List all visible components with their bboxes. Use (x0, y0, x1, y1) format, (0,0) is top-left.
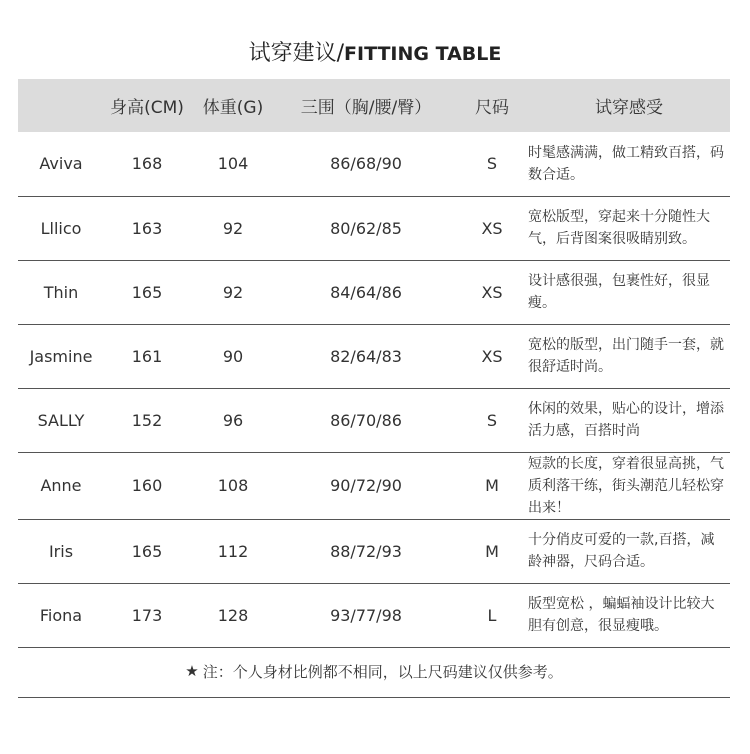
cell-name: Anne (40, 476, 82, 495)
cell-weight: 90 (222, 346, 244, 366)
title-en: FITTING TABLE (344, 43, 502, 65)
cell-size: S (486, 410, 498, 430)
table-row (18, 519, 730, 583)
cell-name: Fiona (39, 605, 83, 625)
cell-height: 165 (131, 541, 163, 561)
cell-name: Thin (43, 282, 79, 302)
header-feel: 试穿感受 (595, 98, 663, 118)
cell-measurements: 88/72/93 (330, 541, 402, 561)
cell-weight: 104 (217, 154, 249, 174)
cell-size: L (487, 605, 497, 625)
cell-size: M (485, 541, 499, 561)
header-size: 尺码 (475, 98, 509, 118)
header-weight: 体重(G) (202, 98, 264, 118)
cell-measurements: 86/70/86 (330, 410, 402, 430)
cell-size: S (486, 154, 498, 174)
cell-measurements: 80/62/85 (330, 218, 402, 238)
cell-size: XS (481, 282, 503, 302)
cell-height: 165 (131, 282, 163, 302)
header-row (18, 79, 730, 132)
cell-measurements: 84/64/86 (330, 282, 402, 302)
cell-feel: 设计感很强，包裹性好，很显瘦。 (528, 273, 710, 311)
cell-height: 163 (131, 218, 163, 238)
page-title (0, 36, 750, 67)
table-row (18, 260, 730, 324)
table-row (18, 196, 730, 260)
header-name (18, 79, 104, 132)
footnote (18, 645, 730, 698)
fitting-table (18, 79, 730, 648)
cell-name: Lllico (40, 218, 82, 238)
cell-feel: 休闲的效果，贴心的设计，增添活力感，百搭时尚 (528, 401, 724, 439)
cell-height: 160 (131, 476, 163, 495)
cell-feel: 时髦感满满，做工精致百搭，码数合适。 (528, 144, 724, 183)
cell-weight: 112 (217, 541, 249, 561)
cell-weight: 96 (222, 410, 244, 430)
cell-size: XS (481, 218, 503, 238)
cell-measurements: 93/77/98 (330, 605, 402, 625)
table-row (18, 132, 730, 196)
cell-height: 152 (131, 410, 163, 430)
cell-height: 168 (131, 154, 163, 174)
table-row (18, 452, 730, 519)
cell-weight: 108 (217, 476, 249, 495)
table-row (18, 388, 730, 452)
cell-feel: 宽松的版型，出门随手一套，就很舒适时尚。 (528, 337, 724, 375)
cell-feel: 宽松版型，穿起来十分随性大气，后背图案很吸睛别致。 (528, 209, 710, 247)
cell-height: 161 (131, 346, 163, 366)
cell-measurements: 82/64/83 (330, 346, 402, 366)
cell-name: Jasmine (29, 346, 93, 366)
cell-name: Aviva (39, 154, 83, 174)
footnote-text: 注：个人身材比例都不相同，以上尺码建议仅供参考。 (202, 662, 563, 681)
table-row (18, 324, 730, 388)
cell-measurements: 90/72/90 (330, 476, 402, 495)
star-icon: ★ (185, 662, 199, 680)
cell-feel: 十分俏皮可爱的一款,百搭，减龄神器，尺码合适。 (528, 532, 715, 570)
header-height: 身高(CM) (110, 98, 184, 118)
cell-height: 173 (131, 605, 163, 625)
cell-name: Iris (48, 541, 74, 561)
cell-weight: 92 (222, 218, 244, 238)
title-cn: 试穿建议/ (248, 41, 345, 66)
cell-size: M (485, 476, 499, 495)
cell-feel: 版型宽松 ，蝙蝠袖设计比较大胆有创意，很显瘦哦。 (528, 596, 715, 634)
cell-weight: 92 (222, 282, 244, 302)
cell-size: XS (481, 346, 503, 366)
cell-name: SALLY (37, 410, 85, 430)
cell-weight: 128 (217, 605, 249, 625)
header-measurements: 三围（胸/腰/臀） (300, 98, 432, 118)
cell-feel: 短款的长度，穿着很显高挑，气质利落干练，街头潮范儿轻松穿出来！ (528, 455, 724, 516)
cell-measurements: 86/68/90 (330, 154, 402, 174)
table-row (18, 583, 730, 647)
